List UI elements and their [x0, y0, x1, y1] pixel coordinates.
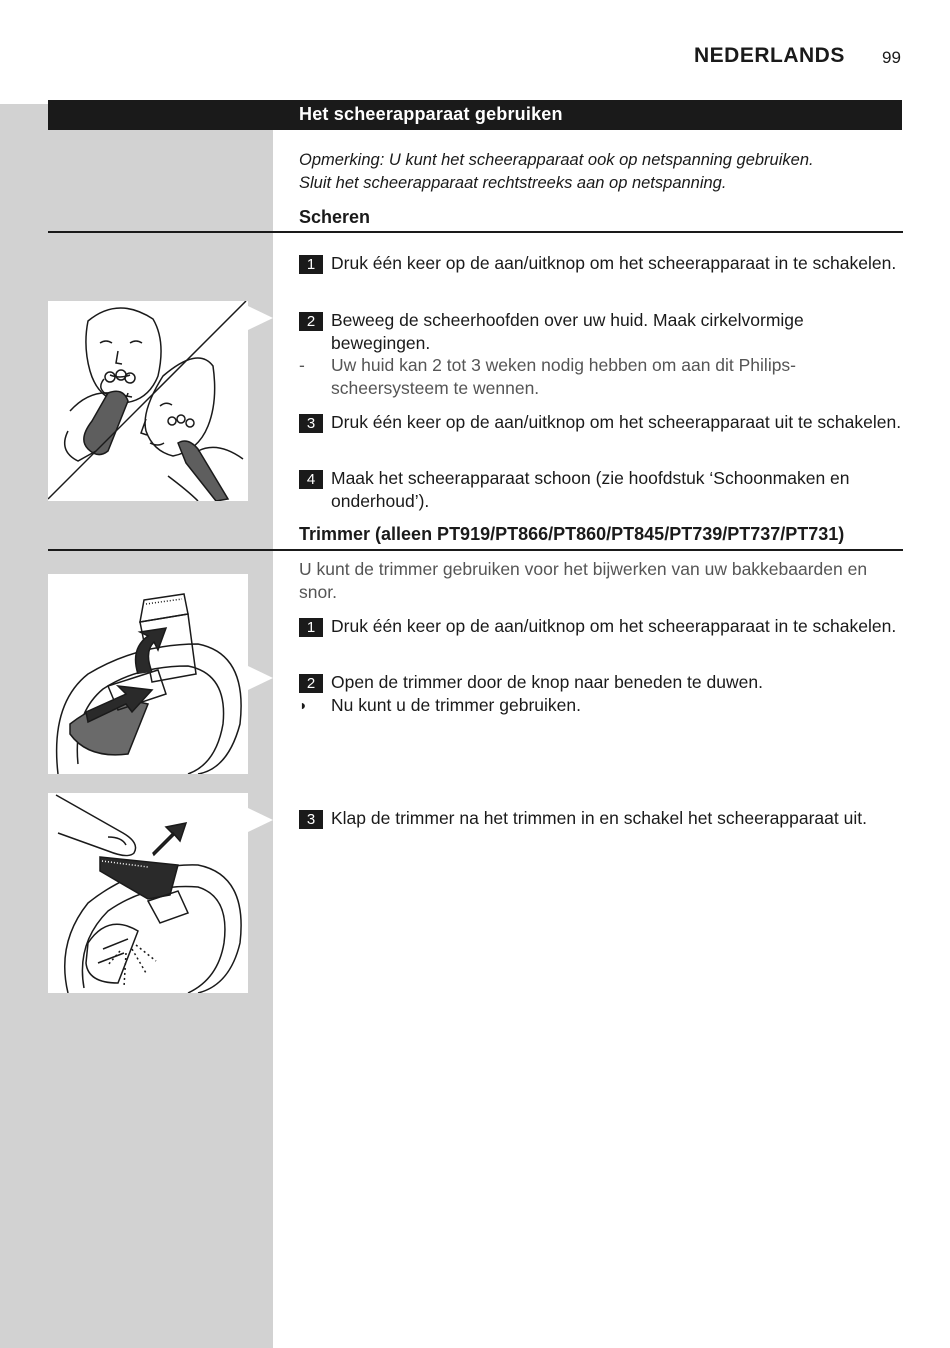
result-icon: ◗ [299, 697, 308, 713]
step-number: 1 [299, 255, 323, 274]
shaving-step-3 [299, 411, 904, 434]
trimmer-close-illustration [48, 793, 248, 993]
illustration-pointer [248, 306, 273, 330]
step-text: Open de trimmer door de knop naar beneden te duwen. [331, 672, 763, 692]
note [299, 149, 899, 195]
step-text: Druk één keer op de aan/uitknop om het scheerapparaat uit te schakelen. [331, 412, 902, 432]
dash-mark: - [299, 355, 305, 375]
note-line-1: Opmerking: U kunt het scheerapparaat ook op netspanning gebruiken. [299, 151, 814, 169]
result-text: Nu kunt u de trimmer gebruiken. [331, 695, 581, 715]
shaving-step-1 [299, 252, 904, 275]
section-title: Het scheerapparaat gebruiken [299, 104, 563, 124]
trimmer-step-2 [299, 671, 904, 694]
section-title-bar [48, 100, 902, 130]
trimmer-close-icon [48, 793, 248, 993]
step-number: 2 [299, 312, 323, 331]
trimmer-result [299, 694, 904, 717]
step-text: Druk één keer op de aan/uitknop om het scheerapparaat in te schakelen. [331, 616, 897, 636]
page-number: 99 [882, 48, 901, 67]
divider [48, 231, 903, 233]
header-language: NEDERLANDS [694, 44, 845, 67]
step-number: 1 [299, 618, 323, 637]
step-number: 4 [299, 470, 323, 489]
shaving-step-4 [299, 467, 904, 513]
shaving-faces-icon [48, 301, 248, 501]
trimmer-step-1 [299, 615, 904, 638]
step-text: Druk één keer op de aan/uitknop om het scheerapparaat in te schakelen. [331, 253, 897, 273]
divider [48, 549, 903, 551]
trimmer-open-icon [48, 574, 248, 774]
step-number: 3 [299, 810, 323, 829]
step-text: Maak het scheerapparaat schoon (zie hoofdstuk ‘Schoonmaken en onderhoud’). [331, 468, 850, 511]
trimmer-open-illustration [48, 574, 248, 774]
trimmer-heading: Trimmer (alleen PT919/PT866/PT860/PT845/PT739/PT737/PT731) [299, 524, 845, 544]
illustration-pointer [248, 808, 273, 832]
shaving-step-2 [299, 309, 904, 355]
sub-note-text: Uw huid kan 2 tot 3 weken nodig hebben om aan dit Philips-scheersysteem te wennen. [331, 355, 797, 398]
note-line-2: Sluit het scheerapparaat rechtstreeks aan op netspanning. [299, 174, 727, 192]
trimmer-intro: U kunt de trimmer gebruiken voor het bijwerken van uw bakkebaarden en snor. [299, 559, 868, 602]
step-number: 2 [299, 674, 323, 693]
shaving-heading: Scheren [299, 207, 371, 227]
step-text: Beweeg de scheerhoofden over uw huid. Maak cirkelvormige bewegingen. [331, 310, 804, 353]
shaving-illustration [48, 301, 248, 501]
illustration-pointer [248, 666, 273, 690]
step-number: 3 [299, 414, 323, 433]
trimmer-step-3 [299, 807, 904, 830]
shaving-sub-note [299, 354, 904, 400]
step-text: Klap de trimmer na het trimmen in en schakel het scheerapparaat uit. [331, 808, 867, 828]
